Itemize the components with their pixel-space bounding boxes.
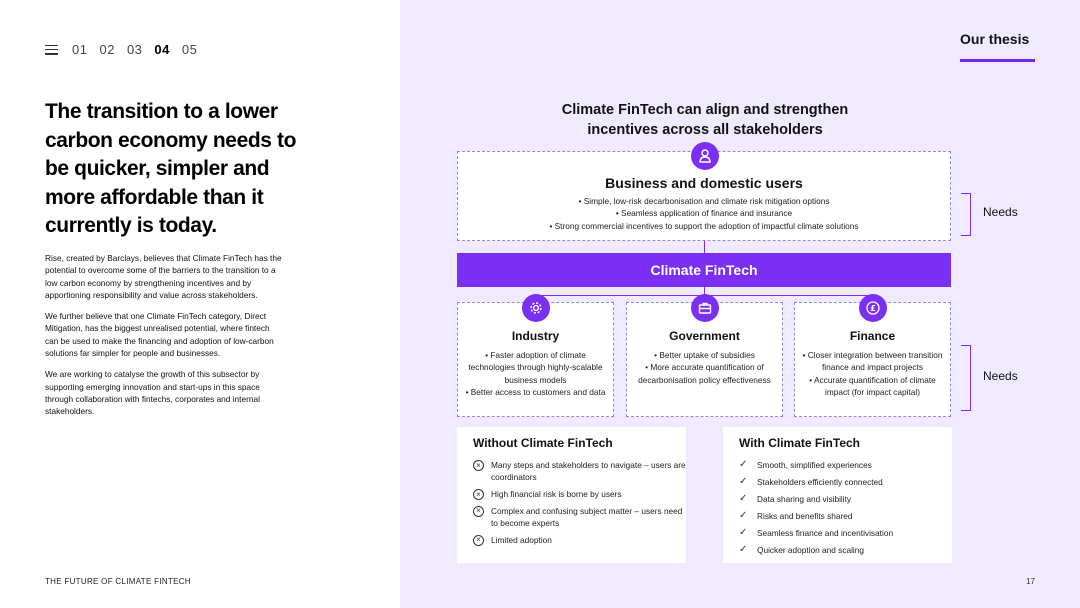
list-item: × Many steps and stakeholders to navigate – users are coordinators bbox=[473, 459, 686, 484]
list-item: ✓ Quicker adoption and scaling bbox=[739, 543, 865, 555]
without-box bbox=[457, 427, 686, 563]
pound-icon bbox=[859, 294, 887, 322]
list-item: • Better uptake of subsidies bbox=[654, 350, 755, 360]
needs-bracket bbox=[961, 193, 971, 236]
with-title: With Climate FinTech bbox=[739, 436, 861, 450]
x-circle-icon: × bbox=[473, 506, 484, 517]
list-item: × Limited adoption bbox=[473, 534, 686, 546]
list-item: ✓ Risks and benefits shared bbox=[739, 509, 853, 521]
needs-label: Needs bbox=[983, 205, 1018, 219]
person-icon bbox=[691, 142, 719, 170]
needs-label: Needs bbox=[983, 369, 1018, 383]
needs-bracket bbox=[961, 345, 971, 411]
finance-points bbox=[799, 349, 946, 398]
page-link-02[interactable]: 02 bbox=[99, 42, 115, 57]
x-circle-icon: × bbox=[473, 489, 484, 500]
list-item: ✓ Smooth, simplified experiences bbox=[739, 459, 872, 470]
page-link-03[interactable]: 03 bbox=[126, 42, 143, 57]
body-text bbox=[45, 252, 285, 427]
paragraph: We are working to catalyse the growth of this subsector by supporting emerging innovation and start-ups in this space through collaboration with fintechs, corporates and internal stakeholders. bbox=[45, 369, 260, 417]
climate-fintech-bar: Climate FinTech bbox=[457, 253, 951, 287]
list-item: • Strong commercial incentives to support the adoption of impactful climate solutions bbox=[549, 220, 859, 231]
check-icon: ✓ bbox=[739, 459, 748, 470]
without-list bbox=[473, 459, 686, 546]
list-item: • Faster adoption of climate technologies through highly-scalable business models bbox=[468, 350, 603, 385]
page-link-04[interactable]: 04 bbox=[154, 42, 170, 57]
left-column bbox=[0, 0, 400, 608]
x-circle-icon: × bbox=[473, 535, 484, 546]
paragraph: Rise, created by Barclays, believes that Climate FinTech has the potential to overcome some of the barriers to the transition to a low carbon economy by strengthening incentives and by apportioning responsibility and value across stakeholders. bbox=[45, 253, 282, 300]
briefcase-icon bbox=[691, 294, 719, 322]
with-list bbox=[739, 459, 952, 556]
industry-title: Industry bbox=[511, 329, 560, 343]
x-circle-icon: × bbox=[473, 460, 484, 471]
list-item: ✓ Stakeholders efficiently connected bbox=[739, 475, 883, 487]
list-item: ✓ Seamless finance and incentivisation bbox=[739, 526, 894, 538]
list-item: • Accurate quantification of climate impact (for impact capital) bbox=[809, 374, 936, 397]
check-icon: ✓ bbox=[739, 492, 748, 504]
check-icon: ✓ bbox=[739, 509, 748, 521]
connector-line bbox=[704, 241, 705, 253]
list-item: • Seamless application of finance and insurance bbox=[615, 208, 793, 219]
industry-points bbox=[462, 349, 609, 398]
svg-text:£: £ bbox=[870, 304, 876, 313]
list-item: • Simple, low-risk decarbonisation and climate risk mitigation options bbox=[578, 196, 830, 206]
check-icon: ✓ bbox=[739, 543, 748, 555]
menu-icon[interactable] bbox=[45, 45, 58, 55]
page-number: 17 bbox=[1026, 577, 1035, 586]
page-nav bbox=[45, 42, 197, 57]
list-item: • Better access to customers and data bbox=[465, 386, 606, 397]
list-item: • More accurate quantification of decarbonisation policy effectiveness bbox=[638, 362, 771, 385]
page-link-01[interactable]: 01 bbox=[72, 42, 88, 57]
government-points bbox=[631, 349, 778, 386]
list-item: • Closer integration between transition finance and impact projects bbox=[802, 350, 943, 373]
paragraph: We further believe that one Climate FinTech category, Direct Mitigation, has the biggest unrealised potential, where fintech can be used to make the financing and adoption of low-carbon solutions far simpler for people and businesses. bbox=[45, 311, 274, 359]
without-title: Without Climate FinTech bbox=[473, 436, 613, 450]
active-section-underline bbox=[960, 59, 1035, 62]
list-item: ✓ Data sharing and visibility bbox=[739, 492, 852, 504]
list-item: × Complex and confusing subject matter – users need to become experts bbox=[473, 505, 686, 530]
footer-title: THE FUTURE OF CLIMATE FINTECH bbox=[45, 577, 191, 586]
users-points bbox=[458, 195, 950, 232]
with-box bbox=[723, 427, 952, 563]
gear-icon bbox=[522, 294, 550, 322]
government-title: Government bbox=[669, 329, 740, 343]
page-link-05[interactable]: 05 bbox=[181, 42, 198, 57]
diagram-title: Climate FinTech can align and strengthen incentives across all stakeholders bbox=[561, 102, 849, 138]
users-title: Business and domestic users bbox=[605, 175, 803, 191]
headline: The transition to a lower carbon economy needs to be quicker, simpler and more affordable than it currently is today. bbox=[45, 100, 297, 237]
check-icon: ✓ bbox=[739, 475, 748, 487]
list-item: × High financial risk is borne by users bbox=[473, 488, 686, 500]
finance-title: Finance bbox=[849, 329, 896, 343]
check-icon: ✓ bbox=[739, 526, 748, 538]
section-link-our-thesis[interactable]: Our thesis bbox=[960, 31, 1030, 47]
